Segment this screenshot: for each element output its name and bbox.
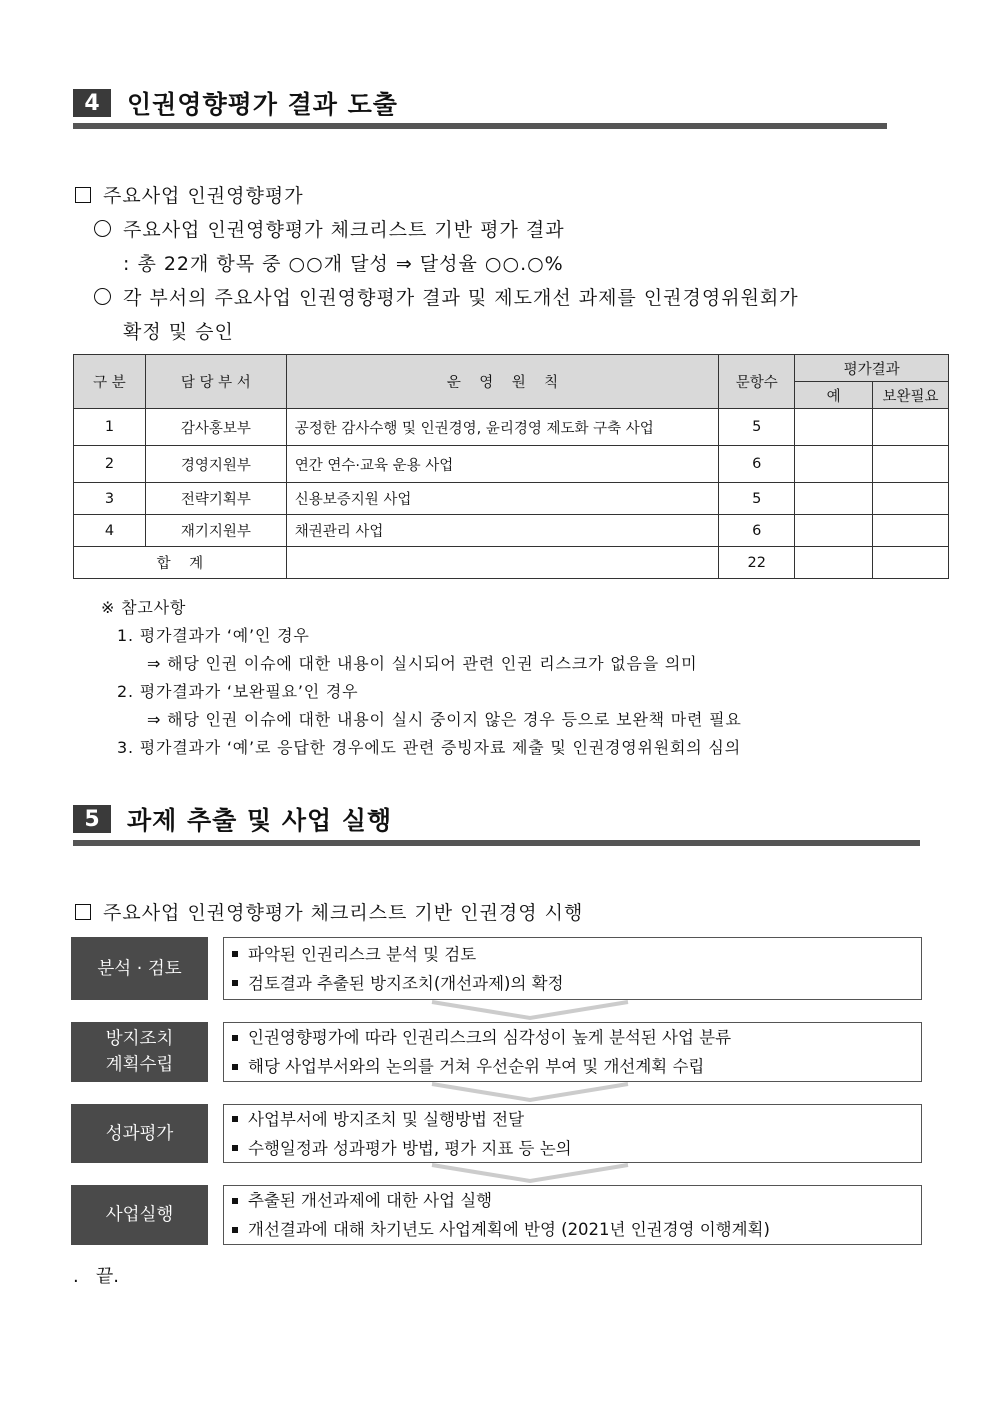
down-chevron-icon bbox=[430, 1000, 630, 1022]
process-step bbox=[71, 1104, 922, 1163]
step-details: 파악된 인권리스크 분석 및 검토 검토결과 추출된 방지조치(개선과제)의 확정 bbox=[223, 937, 922, 1000]
circle-item: 주요사업 인권영향평가 체크리스트 기반 평가 결과 bbox=[94, 215, 565, 242]
checkbox-square-icon bbox=[75, 187, 91, 203]
section-5-heading bbox=[73, 802, 392, 836]
down-chevron-icon bbox=[430, 1163, 630, 1185]
circle-icon bbox=[94, 220, 111, 237]
item-sub: : 총 22개 항목 중 ○○개 달성 ⇒ 달성율 ○○.○% bbox=[123, 253, 564, 275]
header-no: 구 분 bbox=[74, 355, 146, 409]
bullet-icon bbox=[232, 980, 238, 986]
circle-icon bbox=[94, 288, 111, 305]
section-number: 4 bbox=[73, 89, 111, 117]
checklist-table bbox=[73, 354, 949, 579]
subheading: 주요사업 인권영향평가 bbox=[75, 181, 304, 208]
header-result: 평가결과 bbox=[795, 355, 949, 382]
item-continuation: 확정 및 승인 bbox=[123, 321, 234, 343]
table-total-row: 합 계 22 bbox=[74, 547, 949, 579]
bullet-icon bbox=[232, 1145, 238, 1151]
table-row: 4 재기지원부 채권관리 사업 6 bbox=[74, 515, 949, 547]
circle-item: 각 부서의 주요사업 인권영향평가 결과 및 제도개선 과제를 인권경영위원회가 bbox=[94, 283, 799, 310]
step-label: 방지조치 계획수립 bbox=[71, 1022, 208, 1082]
end-mark: . 끝. bbox=[73, 1266, 119, 1287]
step-details: 인권영향평가에 따라 인권리스크의 심각성이 높게 분석된 사업 분류 해당 사업부서와의 논의를 거쳐 우선순위 부여 및 개선계획 수립 bbox=[223, 1022, 922, 1082]
table-row: 1 감사홍보부 공정한 감사수행 및 인권경영, 윤리경영 제도화 구축 사업 5 bbox=[74, 409, 949, 446]
section-number: 5 bbox=[73, 805, 111, 833]
header-needs: 보완필요 bbox=[873, 382, 949, 409]
note-sub: ⇒ 해당 인권 이슈에 대한 내용이 실시되어 관련 인권 리스크가 없음을 의미 bbox=[147, 654, 698, 673]
bullet-icon bbox=[232, 1198, 238, 1204]
section-rule bbox=[73, 840, 920, 846]
note-item: 3. 평가결과가 ‘예’로 응답한 경우에도 관련 증빙자료 제출 및 인권경영위원회의 심의 bbox=[117, 738, 741, 757]
header-dept: 담 당 부 서 bbox=[145, 355, 286, 409]
process-step bbox=[71, 1022, 922, 1082]
process-step bbox=[71, 1185, 922, 1245]
section-rule bbox=[73, 123, 887, 129]
table-row: 2 경영지원부 연간 연수·교육 운용 사업 6 bbox=[74, 446, 949, 483]
note-sub: ⇒ 해당 인권 이슈에 대한 내용이 실시 중이지 않은 경우 등으로 보완책 마련 필요 bbox=[147, 710, 742, 729]
notes-title: ※ 참고사항 bbox=[101, 598, 187, 617]
header-yes: 예 bbox=[795, 382, 873, 409]
step-label: 사업실행 bbox=[71, 1185, 208, 1245]
section-4-heading bbox=[73, 86, 398, 120]
table-row: 3 전략기획부 신용보증지원 사업 5 bbox=[74, 483, 949, 515]
bullet-icon bbox=[232, 1035, 238, 1041]
bullet-icon bbox=[232, 1227, 238, 1233]
checkbox-square-icon bbox=[75, 904, 91, 920]
subheading: 주요사업 인권영향평가 체크리스트 기반 인권경영 시행 bbox=[75, 898, 583, 925]
section-title: 인권영향평가 결과 도출 bbox=[127, 90, 398, 119]
section-title: 과제 추출 및 사업 실행 bbox=[127, 806, 393, 835]
step-label: 분석 · 검토 bbox=[71, 937, 208, 1000]
bullet-icon bbox=[232, 951, 238, 957]
down-chevron-icon bbox=[430, 1082, 630, 1104]
bullet-icon bbox=[232, 1064, 238, 1070]
step-details: 사업부서에 방지조치 및 실행방법 전달 수행일정과 성과평가 방법, 평가 지표 등 논의 bbox=[223, 1104, 922, 1163]
note-item: 2. 평가결과가 ‘보완필요’인 경우 bbox=[117, 682, 359, 701]
note-item: 1. 평가결과가 ‘예’인 경우 bbox=[117, 626, 310, 645]
bullet-icon bbox=[232, 1116, 238, 1122]
step-label: 성과평가 bbox=[71, 1104, 208, 1163]
process-step bbox=[71, 937, 922, 1000]
header-count: 문항수 bbox=[719, 355, 795, 409]
step-details: 추출된 개선과제에 대한 사업 실행 개선결과에 대해 차기년도 사업계획에 반영 (2021년 인권경영 이행계획) bbox=[223, 1185, 922, 1245]
header-principle: 운 영 원 칙 bbox=[286, 355, 719, 409]
